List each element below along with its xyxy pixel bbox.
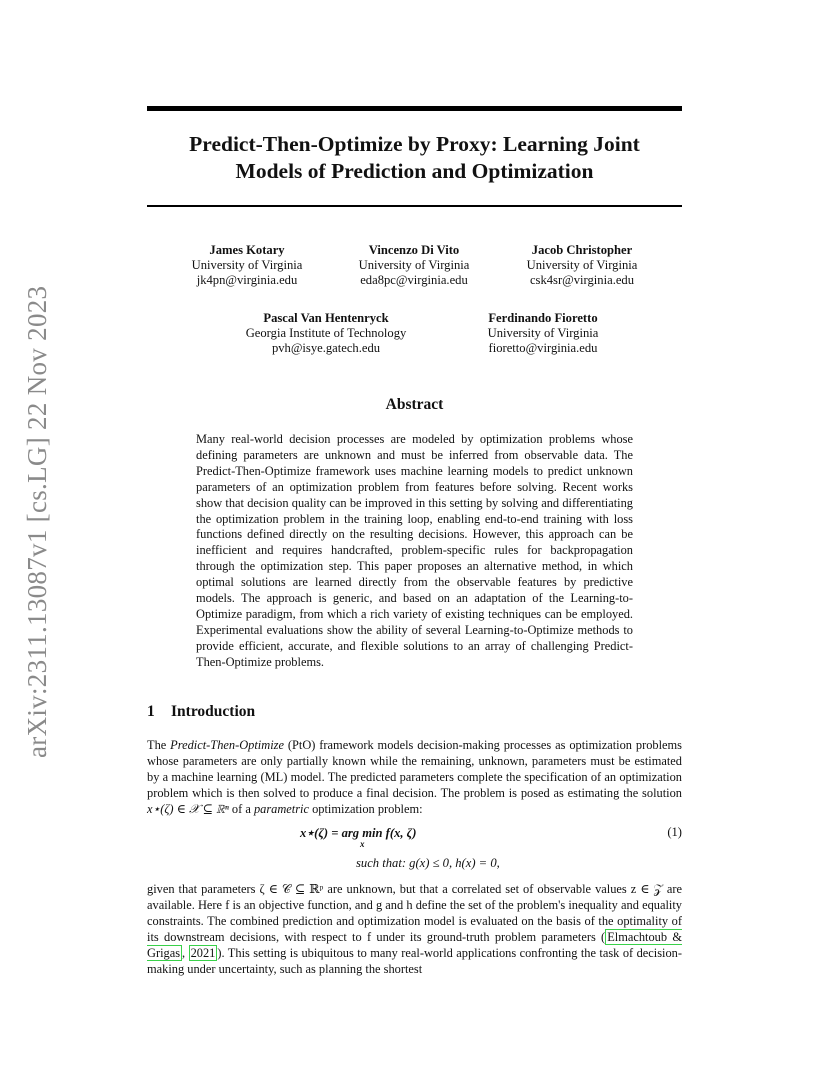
author-email[interactable]: jk4pn@virginia.edu	[196, 273, 298, 287]
author-name: Vincenzo Di Vito	[368, 243, 460, 257]
author-name: Ferdinando Fioretto	[488, 311, 598, 325]
author-name: Jacob Christopher	[531, 243, 633, 257]
equation-number: (1)	[667, 825, 682, 839]
section-number: 1	[147, 703, 155, 720]
author-affiliation: University of Virginia	[191, 258, 303, 272]
intro-paragraph-1: The Predict-Then-Optimize (PtO) framework models decision-making processes as optimization problems whose parameters are only partially known while the remaining, unknown, parameters must be estimated by a machine learning (ML) model. The predicted parameters complete the specification of an optimization problem which is then solved to produce a final decision. The problem is posed as estimating the solution x⋆(ζ) ∈ 𝒳 ⊆ ℝⁿ of a parametric optimization problem:	[147, 738, 682, 816]
equation-subscript: x	[360, 839, 365, 849]
paper-title	[147, 131, 682, 185]
author-email[interactable]: fioretto@virginia.edu	[488, 341, 598, 355]
arxiv-stamp: arXiv:2311.13087v1 [cs.LG] 22 Nov 2023	[22, 285, 52, 758]
author-affiliation: University of Virginia	[358, 258, 470, 272]
inline-math: x⋆(ζ) ∈ 𝒳 ⊆ ℝⁿ	[147, 801, 229, 816]
abstract-heading: Abstract	[385, 396, 444, 413]
intro-paragraph-2: given that parameters ζ ∈ 𝒞 ⊆ ℝᵖ are unknown, but that a correlated set of observable values z ∈ 𝒵 are available. Here f is an objective function, and g and h define the set of the problem's inequality and equality constraints. The combined prediction and optimization model is evaluated on the basis of the optimality of its downstream decisions, with respect to f under its ground-truth problem parameters ( Elmachtoub & Grigas , 2021 ). This setting is ubiquitous to many real-world applications confronting the task of decision-making under uncertainty, such as planning the shortest	[147, 882, 682, 976]
author-block	[329, 243, 499, 288]
author-email[interactable]: csk4sr@virginia.edu	[529, 273, 635, 287]
citation-link[interactable]: Elmachtoub & Grigas	[147, 929, 682, 960]
author-name: James Kotary	[209, 243, 285, 257]
emphasis-text: parametric	[253, 801, 309, 816]
author-email[interactable]: eda8pc@virginia.edu	[360, 273, 468, 287]
section-title: Introduction	[171, 703, 256, 720]
author-affiliation: University of Virginia	[487, 326, 599, 340]
author-block	[458, 311, 628, 356]
author-name: Pascal Van Hentenryck	[263, 311, 389, 325]
author-block	[497, 243, 667, 288]
equation-objective: x⋆(ζ) = arg min f(x, ζ)	[300, 826, 417, 840]
title-top-rule	[147, 106, 682, 111]
author-block	[226, 311, 426, 356]
emphasis-text: Predict-Then-Optimize	[170, 738, 284, 752]
citation-link[interactable]: 2021	[190, 945, 216, 960]
title-bottom-rule	[147, 205, 682, 207]
author-email[interactable]: pvh@isye.gatech.edu	[271, 341, 381, 355]
title-line-1: Predict-Then-Optimize by Proxy: Learning Joint	[189, 132, 640, 156]
title-line-2: Models of Prediction and Optimization	[235, 159, 594, 183]
author-affiliation: Georgia Institute of Technology	[245, 326, 407, 340]
section-heading	[147, 703, 255, 721]
abstract-body: Many real-world decision processes are modeled by optimization problems whose defining parameters are unknown and must be inferred from observable data. The Predict-Then-Optimize framework uses machine learning models to predict unknown parameters of an optimization problem from features before solving. Recent works show that decision quality can be improved in this setting by solving and differentiating the optimization problem in the training loop, enabling end-to-end training with loss functions defined directly on the resulting decisions. However, this approach can be inefficient and requires handcrafted, problem-specific rules for backpropagation through the optimization step. This paper proposes an alternative method, in which optimal solutions are learned directly from the observable features by predictive models. The approach is generic, and based on an adaptation of the Learning-to-Optimize paradigm, from which a rich variety of existing techniques can be employed. Experimental evaluations show the ability of several Learning-to-Optimize methods to provide efficient, accurate, and flexible solutions to an array of challenging Predict-Then-Optimize problems.	[196, 432, 633, 669]
author-affiliation: University of Virginia	[526, 258, 638, 272]
author-block	[162, 243, 332, 288]
equation-constraints: such that: g(x) ≤ 0, h(x) = 0,	[356, 856, 500, 870]
